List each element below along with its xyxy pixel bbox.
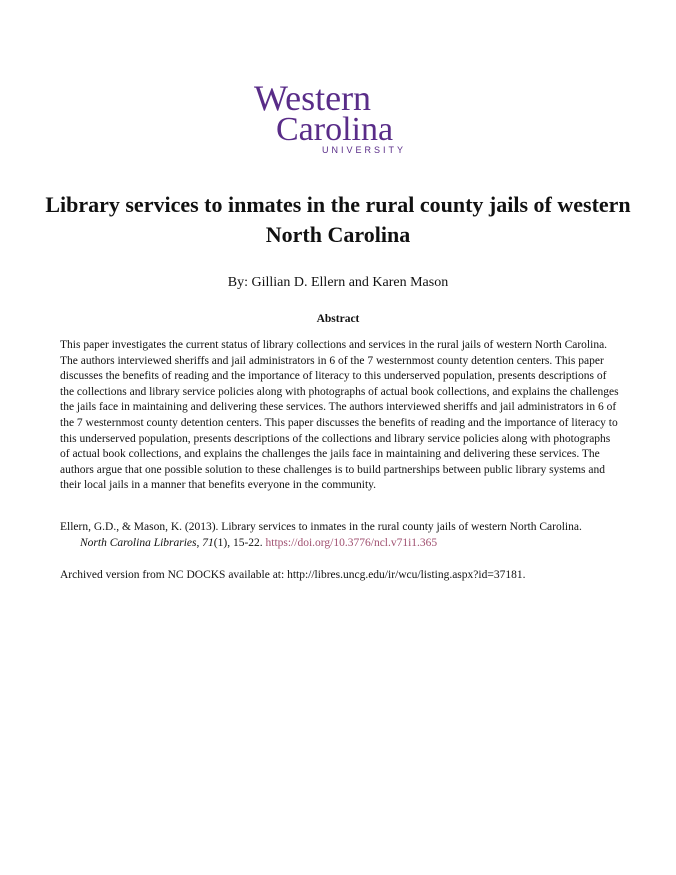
logo-line-carolina: Carolina <box>276 111 394 148</box>
citation-journal: North Carolina Libraries <box>80 536 197 549</box>
logo-line-university: UNIVERSITY <box>322 145 407 155</box>
citation-issue-pages: (1), 15-22. <box>213 536 266 549</box>
citation-separator: , <box>196 536 203 549</box>
university-logo <box>252 78 424 158</box>
citation-authors-title: Ellern, G.D., & Mason, K. (2013). Library services to inmates in the rural county jails of western North Carolina. <box>60 521 582 533</box>
citation-line-2 <box>60 536 620 552</box>
citation <box>60 520 620 551</box>
archived-version-note: Archived version from NC DOCKS available at: http://libres.uncg.edu/ir/wcu/listing.aspx?id=37181. <box>60 569 526 581</box>
doi-link[interactable]: https://doi.org/10.3776/ncl.v71i1.365 <box>265 536 438 549</box>
abstract-heading: Abstract <box>316 313 360 325</box>
paper-title: Library services to inmates in the rural county jails of western North Carolina <box>45 192 631 247</box>
author-line: By: Gillian D. Ellern and Karen Mason <box>227 275 449 290</box>
wcu-logo-mark <box>252 78 424 158</box>
abstract-body: This paper investigates the current status of library collections and services in the rural jails of western North Carolina. The authors interviewed sheriffs and jail administrators in 6 of the 7 westernmost county detention centers. This paper discusses the benefits of reading and the importance of literacy to this underserved population, presents descriptions of the collections and library service policies along with photographs of actual book collections, and explains the challenges the jails face in maintaining and delivering these services. The authors interviewed sheriffs and jail administrators in 6 of the 7 westernmost county detention centers. This paper discusses the benefits of reading and the importance of literacy to this underserved population, presents descriptions of the collections and library service policies along with photographs of actual book collections, and explains the challenges the jails face in maintaining and delivering these services. The authors argue that one possible solution to these challenges is to build partnerships between public library systems and their local jails in a manner that benefits everyone in the community. <box>60 339 619 492</box>
logo-line-western: Western <box>254 78 372 118</box>
citation-volume: 71 <box>202 536 214 549</box>
